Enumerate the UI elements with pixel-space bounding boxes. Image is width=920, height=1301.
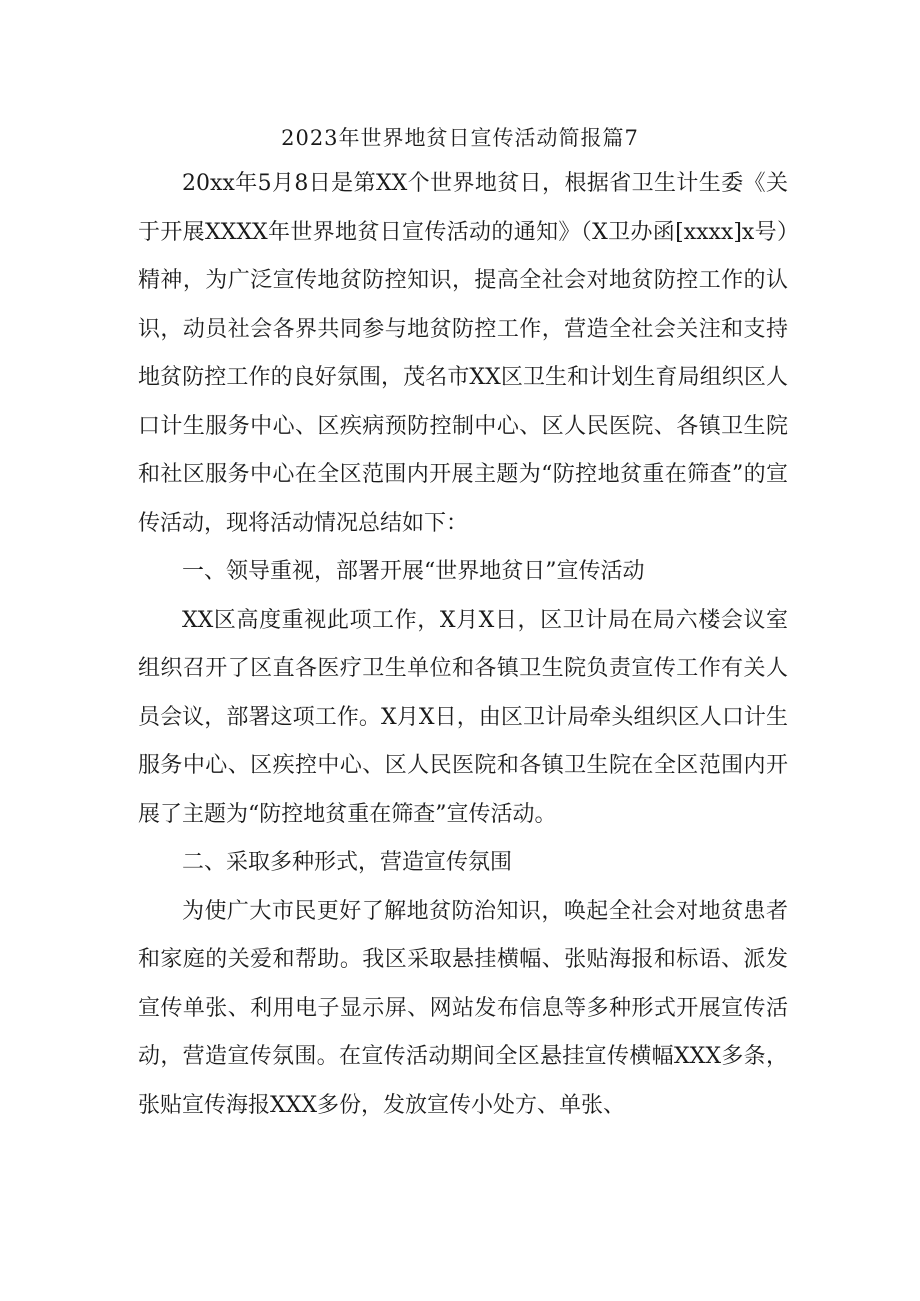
intro-paragraph: 20xx年5月8日是第XX个世界地贫日，根据省卫生计生委《关于开展XXXX年世界地贫日宣传活动的通知》（X卫办函[xxxx]x号）精神，为广泛宣传地贫防控知识，提高全社会对地贫防控工作的认识，动员社会各界共同参与地贫防控工作，营造全社会关注和支持地贫防控工作的良好氛围，茂名市XX区卫生和计划生育局组织区人口计生服务中心、区疾病预防控制中心、区人民医院、各镇卫生院和社区服务中心在全区范围内开展主题为“防控地贫重在筛查”的宣传活动，现将活动情况总结如下：: [138, 171, 788, 536]
section-heading-2: 二、采取多种形式，营造宣传氛围: [182, 850, 513, 875]
document-body: [138, 160, 788, 1130]
document-title: 2023年世界地贫日宣传活动简报篇7: [281, 126, 639, 150]
section-heading-1: 一、领导重视，部署开展“世界地贫日”宣传活动: [182, 559, 645, 584]
section-1-paragraph: XX区高度重视此项工作，X月X日，区卫计局在局六楼会议室组织召开了区直各医疗卫生单位和各镇卫生院负责宣传工作有关人员会议，部署这项工作。X月X日，由区卫计局牵头组织区人口计生服务中心、区疾控中心、区人民医院和各镇卫生院在全区范围内开展了主题为“防控地贫重在筛查”宣传活动。: [138, 607, 788, 827]
section-2-paragraph: 为使广大市民更好了解地贫防治知识，唤起全社会对地贫患者和家庭的关爱和帮助。我区采取悬挂横幅、张贴海报和标语、派发宣传单张、利用电子显示屏、网站发布信息等多种形式开展宣传活动，营造宣传氛围。在宣传活动期间全区悬挂宣传横幅XXX多条，张贴宣传海报XXX多份，发放宣传小处方、单张、: [138, 898, 788, 1118]
